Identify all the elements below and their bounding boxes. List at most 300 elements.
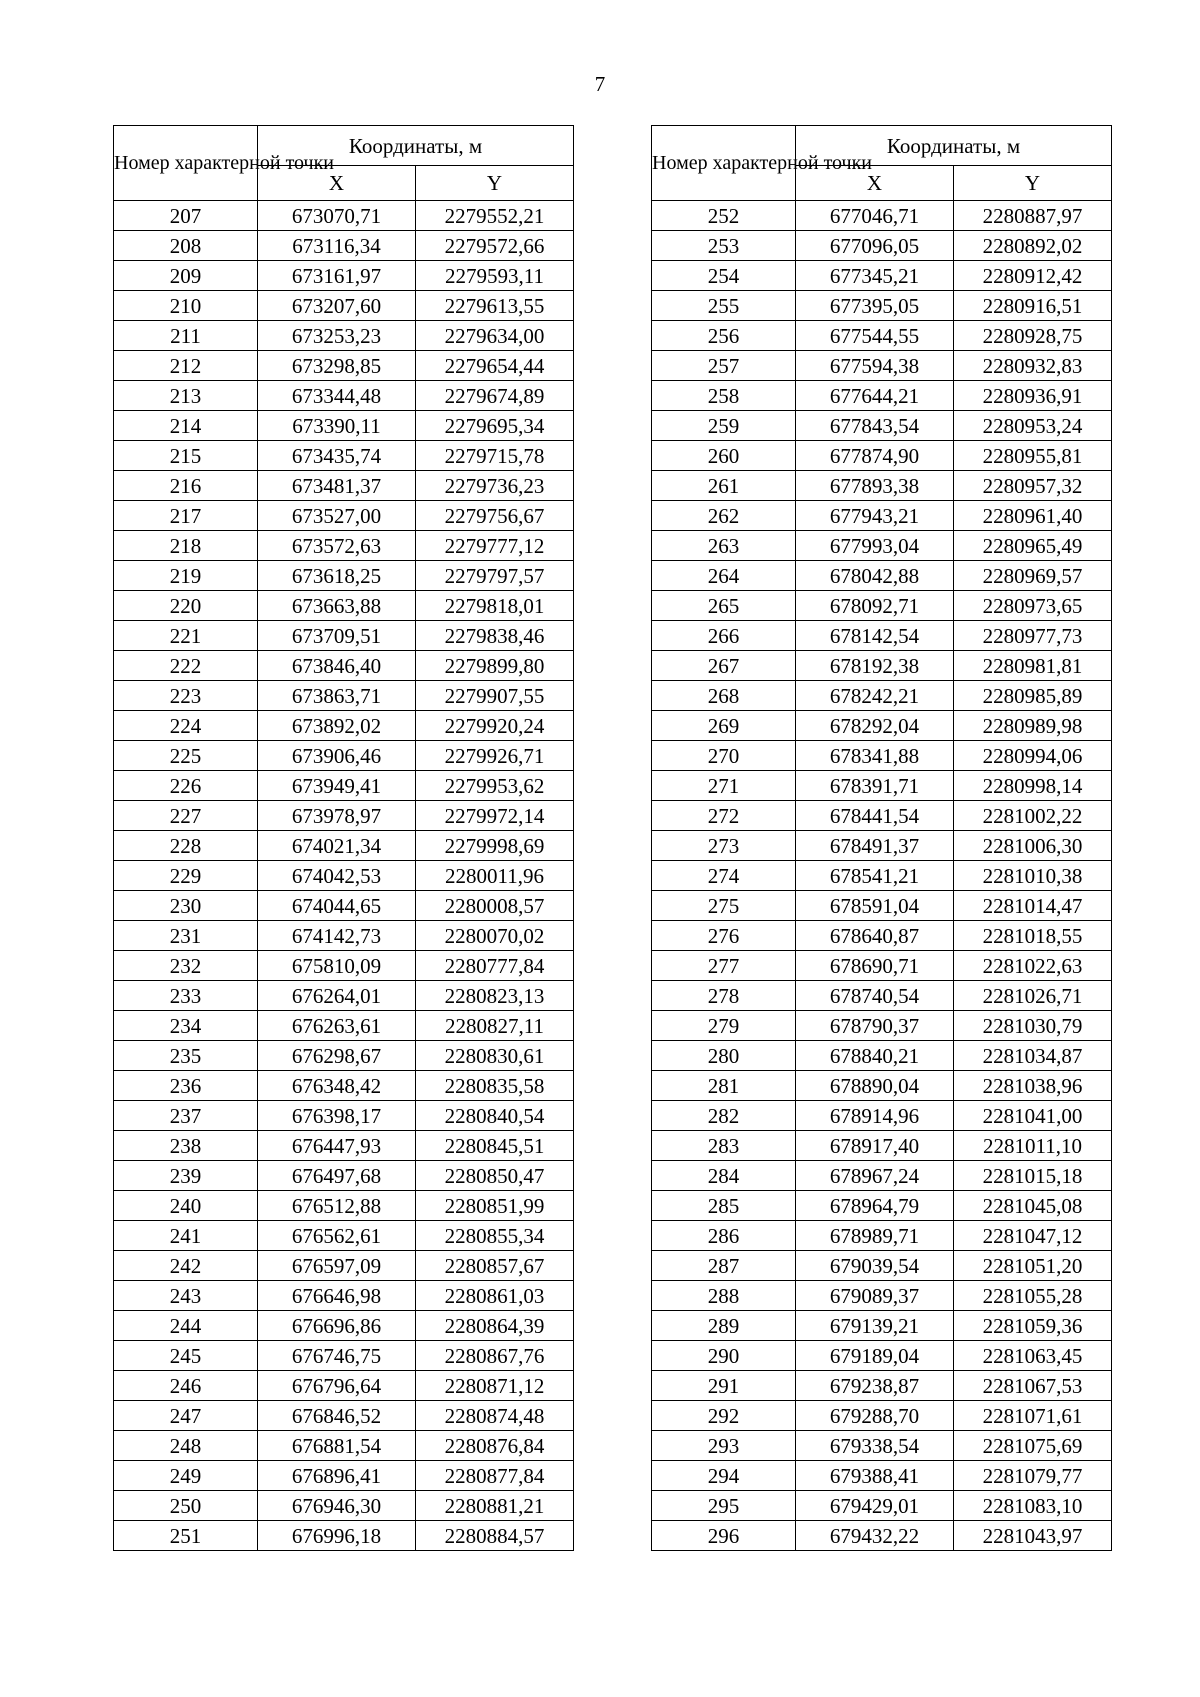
table-row <box>114 381 574 411</box>
point-number-cell: 259 <box>652 411 796 441</box>
y-coordinate-cell: 2281011,10 <box>954 1131 1112 1161</box>
table-row <box>652 261 1112 291</box>
y-coordinate-cell: 2279613,55 <box>416 291 574 321</box>
table-row <box>652 441 1112 471</box>
point-number-header: Номер характерной точки <box>114 126 258 201</box>
x-coordinate-cell: 679039,54 <box>796 1251 954 1281</box>
table-row <box>114 1191 574 1221</box>
y-coordinate-cell: 2280969,57 <box>954 561 1112 591</box>
point-number-cell: 236 <box>114 1071 258 1101</box>
x-coordinate-cell: 677046,71 <box>796 201 954 231</box>
point-number-cell: 292 <box>652 1401 796 1431</box>
table-row <box>114 1461 574 1491</box>
x-coordinate-cell: 679338,54 <box>796 1431 954 1461</box>
x-coordinate-cell: 678192,38 <box>796 651 954 681</box>
table-row <box>652 351 1112 381</box>
y-coordinate-cell: 2281051,20 <box>954 1251 1112 1281</box>
y-coordinate-cell: 2280835,58 <box>416 1071 574 1101</box>
point-number-cell: 295 <box>652 1491 796 1521</box>
x-coordinate-cell: 676597,09 <box>258 1251 416 1281</box>
table-row <box>114 801 574 831</box>
table-row <box>652 1221 1112 1251</box>
point-number-cell: 234 <box>114 1011 258 1041</box>
x-coordinate-cell: 674021,34 <box>258 831 416 861</box>
point-number-cell: 219 <box>114 561 258 591</box>
table-row <box>652 981 1112 1011</box>
x-coordinate-cell: 676696,86 <box>258 1311 416 1341</box>
point-number-cell: 210 <box>114 291 258 321</box>
point-number-cell: 228 <box>114 831 258 861</box>
point-number-cell: 275 <box>652 891 796 921</box>
y-coordinate-cell: 2281067,53 <box>954 1371 1112 1401</box>
y-coordinate-cell: 2279926,71 <box>416 741 574 771</box>
table-row <box>114 1101 574 1131</box>
x-coordinate-cell: 677594,38 <box>796 351 954 381</box>
x-coordinate-cell: 673161,97 <box>258 261 416 291</box>
y-coordinate-cell: 2279899,80 <box>416 651 574 681</box>
y-coordinate-cell: 2280892,02 <box>954 231 1112 261</box>
table-row <box>652 1191 1112 1221</box>
point-number-cell: 264 <box>652 561 796 591</box>
table-row <box>652 1131 1112 1161</box>
y-coordinate-cell: 2281075,69 <box>954 1431 1112 1461</box>
x-coordinate-cell: 678341,88 <box>796 741 954 771</box>
point-number-cell: 231 <box>114 921 258 951</box>
y-coordinate-cell: 2280851,99 <box>416 1191 574 1221</box>
y-coordinate-cell: 2281071,61 <box>954 1401 1112 1431</box>
x-coordinate-cell: 679288,70 <box>796 1401 954 1431</box>
table-row <box>652 891 1112 921</box>
point-number-cell: 268 <box>652 681 796 711</box>
x-coordinate-cell: 674142,73 <box>258 921 416 951</box>
point-number-cell: 267 <box>652 651 796 681</box>
y-coordinate-cell: 2281059,36 <box>954 1311 1112 1341</box>
table-row <box>652 801 1112 831</box>
y-coordinate-cell: 2280955,81 <box>954 441 1112 471</box>
point-number-cell: 277 <box>652 951 796 981</box>
table-row <box>114 321 574 351</box>
point-number-cell: 224 <box>114 711 258 741</box>
point-number-cell: 256 <box>652 321 796 351</box>
y-coordinate-cell: 2280973,65 <box>954 591 1112 621</box>
x-coordinate-cell: 676881,54 <box>258 1431 416 1461</box>
x-coordinate-cell: 678292,04 <box>796 711 954 741</box>
x-coordinate-cell: 673527,00 <box>258 501 416 531</box>
x-coordinate-cell: 676562,61 <box>258 1221 416 1251</box>
point-number-cell: 263 <box>652 531 796 561</box>
table-row <box>114 561 574 591</box>
x-coordinate-cell: 679089,37 <box>796 1281 954 1311</box>
point-number-cell: 289 <box>652 1311 796 1341</box>
point-number-cell: 209 <box>114 261 258 291</box>
y-coordinate-cell: 2281026,71 <box>954 981 1112 1011</box>
point-number-cell: 214 <box>114 411 258 441</box>
y-coordinate-cell: 2280912,42 <box>954 261 1112 291</box>
y-coordinate-cell: 2280989,98 <box>954 711 1112 741</box>
table-row <box>652 531 1112 561</box>
x-coordinate-cell: 673344,48 <box>258 381 416 411</box>
point-number-cell: 239 <box>114 1161 258 1191</box>
y-coordinate-cell: 2280827,11 <box>416 1011 574 1041</box>
x-coordinate-cell: 673892,02 <box>258 711 416 741</box>
y-coordinate-cell: 2280070,02 <box>416 921 574 951</box>
x-coordinate-cell: 678242,21 <box>796 681 954 711</box>
table-row <box>652 711 1112 741</box>
y-coordinate-cell: 2280850,47 <box>416 1161 574 1191</box>
point-number-cell: 249 <box>114 1461 258 1491</box>
point-number-cell: 290 <box>652 1341 796 1371</box>
table-row <box>114 1491 574 1521</box>
point-number-cell: 218 <box>114 531 258 561</box>
y-coordinate-cell: 2279818,01 <box>416 591 574 621</box>
table-row <box>114 621 574 651</box>
y-coordinate-cell: 2279838,46 <box>416 621 574 651</box>
table-row <box>652 1251 1112 1281</box>
table-row <box>114 891 574 921</box>
table-row <box>652 951 1112 981</box>
y-header: Y <box>416 166 574 201</box>
table-row <box>652 1011 1112 1041</box>
y-coordinate-cell: 2279593,11 <box>416 261 574 291</box>
x-coordinate-cell: 678790,37 <box>796 1011 954 1041</box>
table-row <box>114 1521 574 1551</box>
coordinates-header: Координаты, м <box>258 126 574 166</box>
y-coordinate-cell: 2279552,21 <box>416 201 574 231</box>
y-coordinate-cell: 2281055,28 <box>954 1281 1112 1311</box>
x-coordinate-cell: 676896,41 <box>258 1461 416 1491</box>
x-coordinate-cell: 677644,21 <box>796 381 954 411</box>
table-row <box>652 1101 1112 1131</box>
point-number-cell: 265 <box>652 591 796 621</box>
point-number-cell: 208 <box>114 231 258 261</box>
x-coordinate-cell: 676447,93 <box>258 1131 416 1161</box>
point-number-cell: 262 <box>652 501 796 531</box>
y-coordinate-cell: 2280884,57 <box>416 1521 574 1551</box>
table-row <box>114 831 574 861</box>
point-number-cell: 279 <box>652 1011 796 1041</box>
table-row <box>652 1461 1112 1491</box>
table-row <box>652 1161 1112 1191</box>
point-number-cell: 215 <box>114 441 258 471</box>
x-coordinate-cell: 673906,46 <box>258 741 416 771</box>
point-number-cell: 211 <box>114 321 258 351</box>
y-coordinate-cell: 2280928,75 <box>954 321 1112 351</box>
table-row <box>652 651 1112 681</box>
point-number-cell: 291 <box>652 1371 796 1401</box>
y-coordinate-cell: 2279972,14 <box>416 801 574 831</box>
y-coordinate-cell: 2280881,21 <box>416 1491 574 1521</box>
y-coordinate-cell: 2281038,96 <box>954 1071 1112 1101</box>
point-number-cell: 212 <box>114 351 258 381</box>
table-row <box>652 1341 1112 1371</box>
x-coordinate-cell: 676746,75 <box>258 1341 416 1371</box>
x-coordinate-cell: 678964,79 <box>796 1191 954 1221</box>
y-coordinate-cell: 2279634,00 <box>416 321 574 351</box>
x-coordinate-cell: 678042,88 <box>796 561 954 591</box>
table-row <box>114 1371 574 1401</box>
x-coordinate-cell: 677874,90 <box>796 441 954 471</box>
point-number-cell: 247 <box>114 1401 258 1431</box>
x-coordinate-cell: 676796,64 <box>258 1371 416 1401</box>
table-row <box>652 1311 1112 1341</box>
y-coordinate-cell: 2279715,78 <box>416 441 574 471</box>
x-coordinate-cell: 679429,01 <box>796 1491 954 1521</box>
point-number-cell: 243 <box>114 1281 258 1311</box>
x-coordinate-cell: 678917,40 <box>796 1131 954 1161</box>
y-coordinate-cell: 2280998,14 <box>954 771 1112 801</box>
y-coordinate-cell: 2281002,22 <box>954 801 1112 831</box>
table-row <box>652 501 1112 531</box>
point-number-cell: 258 <box>652 381 796 411</box>
table-row <box>114 711 574 741</box>
y-coordinate-cell: 2281079,77 <box>954 1461 1112 1491</box>
point-number-cell: 222 <box>114 651 258 681</box>
y-coordinate-cell: 2280977,73 <box>954 621 1112 651</box>
table-row <box>652 621 1112 651</box>
y-coordinate-cell: 2279953,62 <box>416 771 574 801</box>
table-row <box>114 861 574 891</box>
table-row <box>114 531 574 561</box>
x-coordinate-cell: 677893,38 <box>796 471 954 501</box>
table-row <box>652 201 1112 231</box>
point-number-header: Номер характерной точки <box>652 126 796 201</box>
table-row <box>114 771 574 801</box>
y-coordinate-cell: 2280011,96 <box>416 861 574 891</box>
y-coordinate-cell: 2280857,67 <box>416 1251 574 1281</box>
y-coordinate-cell: 2281006,30 <box>954 831 1112 861</box>
table-row <box>652 1401 1112 1431</box>
y-coordinate-cell: 2280871,12 <box>416 1371 574 1401</box>
table-row <box>114 1401 574 1431</box>
table-row <box>652 471 1112 501</box>
y-coordinate-cell: 2280008,57 <box>416 891 574 921</box>
table-row <box>114 681 574 711</box>
x-coordinate-cell: 678391,71 <box>796 771 954 801</box>
y-coordinate-cell: 2279797,57 <box>416 561 574 591</box>
point-number-cell: 217 <box>114 501 258 531</box>
point-number-cell: 287 <box>652 1251 796 1281</box>
table-row <box>114 651 574 681</box>
y-coordinate-cell: 2280961,40 <box>954 501 1112 531</box>
point-number-cell: 223 <box>114 681 258 711</box>
x-coordinate-cell: 673709,51 <box>258 621 416 651</box>
x-coordinate-cell: 676398,17 <box>258 1101 416 1131</box>
x-coordinate-cell: 673863,71 <box>258 681 416 711</box>
coordinates-header: Координаты, м <box>796 126 1112 166</box>
y-coordinate-cell: 2280867,76 <box>416 1341 574 1371</box>
point-number-cell: 227 <box>114 801 258 831</box>
table-row <box>114 981 574 1011</box>
x-coordinate-cell: 676298,67 <box>258 1041 416 1071</box>
table-row <box>114 1341 574 1371</box>
table-row <box>114 591 574 621</box>
x-coordinate-cell: 679238,87 <box>796 1371 954 1401</box>
y-coordinate-cell: 2280861,03 <box>416 1281 574 1311</box>
point-number-cell: 273 <box>652 831 796 861</box>
x-coordinate-cell: 676497,68 <box>258 1161 416 1191</box>
table-row <box>652 561 1112 591</box>
x-coordinate-cell: 673978,97 <box>258 801 416 831</box>
y-header: Y <box>954 166 1112 201</box>
table-row <box>114 501 574 531</box>
y-coordinate-cell: 2281010,38 <box>954 861 1112 891</box>
x-coordinate-cell: 673390,11 <box>258 411 416 441</box>
y-coordinate-cell: 2279654,44 <box>416 351 574 381</box>
x-coordinate-cell: 673846,40 <box>258 651 416 681</box>
y-coordinate-cell: 2281030,79 <box>954 1011 1112 1041</box>
table-row <box>652 381 1112 411</box>
point-number-cell: 245 <box>114 1341 258 1371</box>
table-row <box>114 921 574 951</box>
point-number-cell: 253 <box>652 231 796 261</box>
table-row <box>114 1161 574 1191</box>
point-number-cell: 229 <box>114 861 258 891</box>
x-coordinate-cell: 678092,71 <box>796 591 954 621</box>
y-coordinate-cell: 2281047,12 <box>954 1221 1112 1251</box>
table-row <box>114 471 574 501</box>
table-row <box>114 201 574 231</box>
point-number-cell: 252 <box>652 201 796 231</box>
point-number-cell: 278 <box>652 981 796 1011</box>
x-coordinate-cell: 679388,41 <box>796 1461 954 1491</box>
table-row <box>652 1041 1112 1071</box>
point-number-cell: 261 <box>652 471 796 501</box>
point-number-cell: 257 <box>652 351 796 381</box>
page-number: 7 <box>594 72 606 96</box>
x-header: X <box>796 166 954 201</box>
x-coordinate-cell: 673298,85 <box>258 351 416 381</box>
point-number-cell: 281 <box>652 1071 796 1101</box>
y-coordinate-cell: 2280887,97 <box>954 201 1112 231</box>
point-number-cell: 271 <box>652 771 796 801</box>
y-coordinate-cell: 2280855,34 <box>416 1221 574 1251</box>
y-coordinate-cell: 2280777,84 <box>416 951 574 981</box>
y-coordinate-cell: 2281045,08 <box>954 1191 1112 1221</box>
x-coordinate-cell: 674044,65 <box>258 891 416 921</box>
x-coordinate-cell: 676512,88 <box>258 1191 416 1221</box>
y-coordinate-cell: 2280965,49 <box>954 531 1112 561</box>
x-coordinate-cell: 673207,60 <box>258 291 416 321</box>
x-coordinate-cell: 677345,21 <box>796 261 954 291</box>
x-coordinate-cell: 678640,87 <box>796 921 954 951</box>
point-number-cell: 232 <box>114 951 258 981</box>
coordinates-table-right <box>651 125 1112 1551</box>
x-coordinate-cell: 676264,01 <box>258 981 416 1011</box>
y-coordinate-cell: 2279777,12 <box>416 531 574 561</box>
table-row <box>652 321 1112 351</box>
point-number-cell: 266 <box>652 621 796 651</box>
table-row <box>652 1491 1112 1521</box>
x-coordinate-cell: 678491,37 <box>796 831 954 861</box>
point-number-cell: 226 <box>114 771 258 801</box>
y-coordinate-cell: 2280916,51 <box>954 291 1112 321</box>
table-row <box>114 741 574 771</box>
x-header: X <box>258 166 416 201</box>
point-number-cell: 269 <box>652 711 796 741</box>
table-row <box>114 1251 574 1281</box>
table-row <box>114 951 574 981</box>
y-coordinate-cell: 2280981,81 <box>954 651 1112 681</box>
y-coordinate-cell: 2279998,69 <box>416 831 574 861</box>
x-coordinate-cell: 676646,98 <box>258 1281 416 1311</box>
table-body-right <box>652 201 1112 1551</box>
x-coordinate-cell: 673481,37 <box>258 471 416 501</box>
y-coordinate-cell: 2279756,67 <box>416 501 574 531</box>
y-coordinate-cell: 2280994,06 <box>954 741 1112 771</box>
x-coordinate-cell: 679432,22 <box>796 1521 954 1551</box>
y-coordinate-cell: 2280840,54 <box>416 1101 574 1131</box>
table-row <box>652 1071 1112 1101</box>
point-number-cell: 285 <box>652 1191 796 1221</box>
x-coordinate-cell: 677395,05 <box>796 291 954 321</box>
point-number-cell: 293 <box>652 1431 796 1461</box>
y-coordinate-cell: 2281015,18 <box>954 1161 1112 1191</box>
x-coordinate-cell: 677943,21 <box>796 501 954 531</box>
table-row <box>114 1281 574 1311</box>
point-number-cell: 283 <box>652 1131 796 1161</box>
x-coordinate-cell: 677544,55 <box>796 321 954 351</box>
y-coordinate-cell: 2281041,00 <box>954 1101 1112 1131</box>
table-row <box>114 1311 574 1341</box>
point-number-cell: 244 <box>114 1311 258 1341</box>
x-coordinate-cell: 673253,23 <box>258 321 416 351</box>
table-row <box>114 1131 574 1161</box>
y-coordinate-cell: 2280932,83 <box>954 351 1112 381</box>
y-coordinate-cell: 2281063,45 <box>954 1341 1112 1371</box>
table-row <box>652 921 1112 951</box>
y-coordinate-cell: 2280823,13 <box>416 981 574 1011</box>
table-row <box>114 1071 574 1101</box>
y-coordinate-cell: 2280845,51 <box>416 1131 574 1161</box>
point-number-cell: 230 <box>114 891 258 921</box>
y-coordinate-cell: 2280877,84 <box>416 1461 574 1491</box>
x-coordinate-cell: 673618,25 <box>258 561 416 591</box>
point-number-cell: 213 <box>114 381 258 411</box>
x-coordinate-cell: 676263,61 <box>258 1011 416 1041</box>
point-number-cell: 254 <box>652 261 796 291</box>
point-number-cell: 282 <box>652 1101 796 1131</box>
x-coordinate-cell: 678914,96 <box>796 1101 954 1131</box>
y-coordinate-cell: 2279920,24 <box>416 711 574 741</box>
x-coordinate-cell: 677096,05 <box>796 231 954 261</box>
x-coordinate-cell: 673663,88 <box>258 591 416 621</box>
x-coordinate-cell: 678690,71 <box>796 951 954 981</box>
point-number-cell: 225 <box>114 741 258 771</box>
point-number-cell: 272 <box>652 801 796 831</box>
y-coordinate-cell: 2280874,48 <box>416 1401 574 1431</box>
y-coordinate-cell: 2280864,39 <box>416 1311 574 1341</box>
y-coordinate-cell: 2280953,24 <box>954 411 1112 441</box>
point-number-cell: 248 <box>114 1431 258 1461</box>
point-number-cell: 250 <box>114 1491 258 1521</box>
table-row <box>114 261 574 291</box>
y-coordinate-cell: 2281034,87 <box>954 1041 1112 1071</box>
x-coordinate-cell: 679139,21 <box>796 1311 954 1341</box>
point-number-cell: 220 <box>114 591 258 621</box>
x-coordinate-cell: 678740,54 <box>796 981 954 1011</box>
y-coordinate-cell: 2281083,10 <box>954 1491 1112 1521</box>
point-number-cell: 251 <box>114 1521 258 1551</box>
point-number-cell: 246 <box>114 1371 258 1401</box>
y-coordinate-cell: 2279695,34 <box>416 411 574 441</box>
table-row <box>114 411 574 441</box>
point-number-cell: 221 <box>114 621 258 651</box>
y-coordinate-cell: 2280876,84 <box>416 1431 574 1461</box>
point-number-cell: 207 <box>114 201 258 231</box>
point-number-cell: 270 <box>652 741 796 771</box>
table-row <box>114 291 574 321</box>
point-number-cell: 274 <box>652 861 796 891</box>
